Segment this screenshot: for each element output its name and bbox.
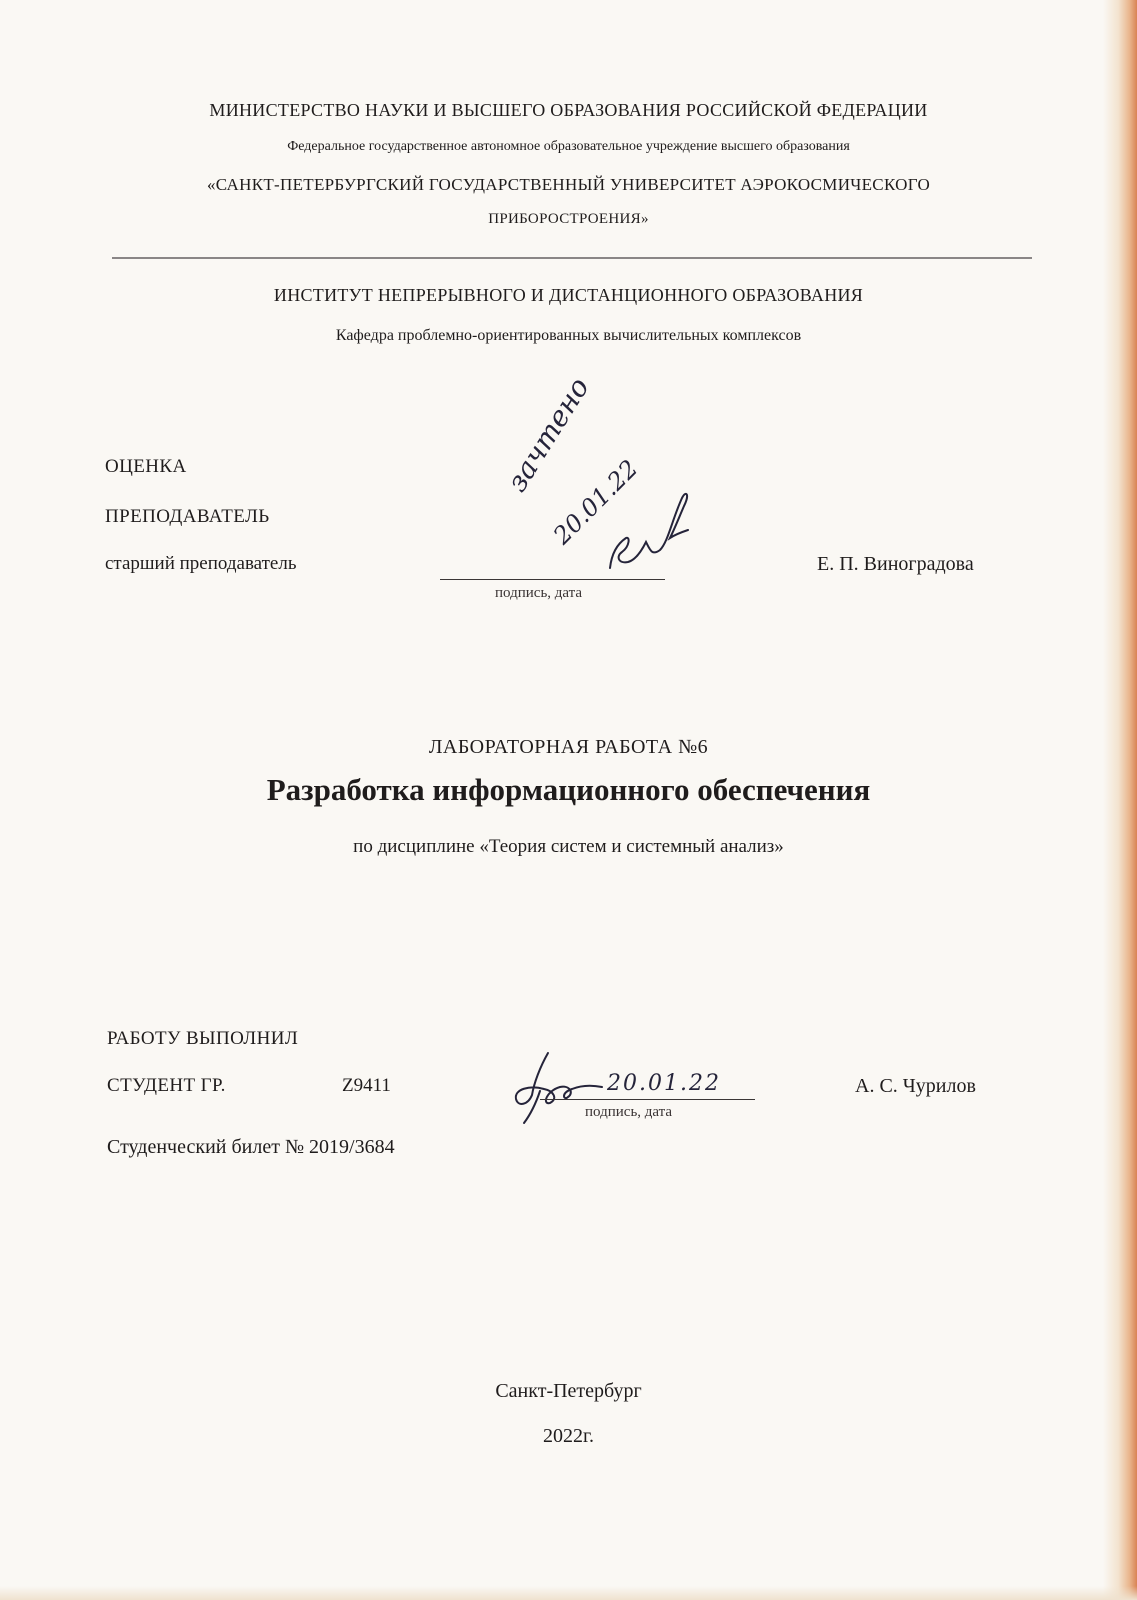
teacher-handwritten-date: 20.01.22 <box>548 454 644 550</box>
university-name-line-2: ПРИБОРОСТРОЕНИЯ» <box>488 211 649 227</box>
header-divider <box>112 257 1032 259</box>
student-handwritten-date: 20.01.22 <box>607 1071 721 1096</box>
lab-work-title: Разработка информационного обеспечения <box>266 772 871 807</box>
lab-work-number: ЛАБОРАТОРНАЯ РАБОТА №6 <box>428 736 709 758</box>
teacher-signature-caption: подпись, дата <box>495 585 583 601</box>
institute-line: ИНСТИТУТ НЕПРЕРЫВНОГО И ДИСТАНЦИОННОГО ОБРАЗОВАНИЯ <box>273 285 864 305</box>
grade-label: ОЦЕНКА <box>105 456 187 477</box>
year: 2022г. <box>543 1425 594 1447</box>
teacher-label: ПРЕПОДАВАТЕЛЬ <box>105 506 270 527</box>
student-signature-line <box>540 1099 755 1100</box>
student-id: Студенческий билет № 2019/3684 <box>107 1136 395 1158</box>
student-name: А. С. Чурилов <box>855 1075 976 1097</box>
done-by-label: РАБОТУ ВЫПОЛНИЛ <box>107 1028 299 1049</box>
handwritten-grade-mark: зачтено <box>500 371 596 498</box>
teacher-name: Е. П. Виноградова <box>817 553 974 575</box>
teacher-signature <box>600 480 700 580</box>
department-line: Кафедра проблемно-ориентированных вычислительных комплексов <box>335 327 802 344</box>
city: Санкт-Петербург <box>495 1380 642 1402</box>
student-group-label: СТУДЕНТ ГР. <box>107 1075 226 1096</box>
ministry-line: МИНИСТЕРСТВО НАУКИ И ВЫСШЕГО ОБРАЗОВАНИЯ РОССИЙСКОЙ ФЕДЕРАЦИИ <box>209 100 928 120</box>
university-name-line-1: «САНКТ-ПЕТЕРБУРГСКИЙ ГОСУДАРСТВЕННЫЙ УНИВЕРСИТЕТ АЭРОКОСМИЧЕСКОГО <box>206 175 931 194</box>
teacher-position: старший преподаватель <box>105 553 297 574</box>
student-signature-caption: подпись, дата <box>585 1104 673 1120</box>
institution-type-line: Федеральное государственное автономное образовательное учреждение высшего образования <box>287 139 850 154</box>
group-number: Z9411 <box>342 1075 391 1096</box>
discipline-line: по дисциплине «Теория систем и системный анализ» <box>353 836 784 857</box>
page-bottom-edge <box>0 1586 1137 1600</box>
